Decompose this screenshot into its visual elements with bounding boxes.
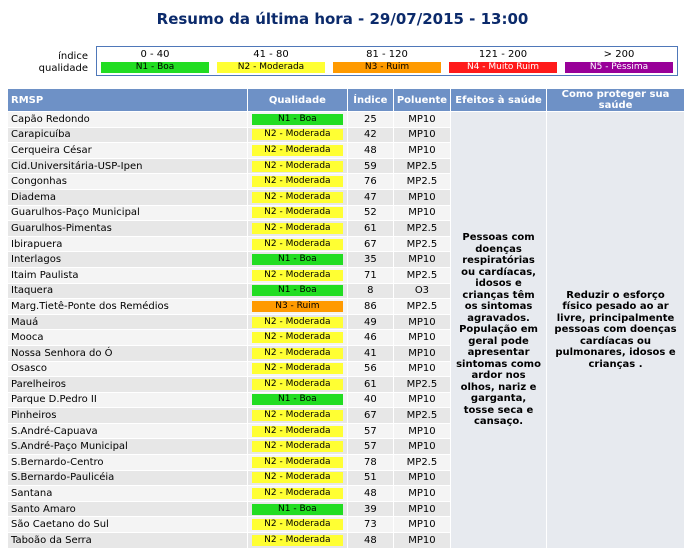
quality-cell [247,189,347,205]
quality-badge: N2 - Moderada [252,348,343,359]
column-header-qualidade: Qualidade [247,89,347,112]
quality-cell [247,345,347,361]
pollutant-value: MP10 [393,345,450,361]
quality-badge: N2 - Moderada [252,472,343,483]
station-name: S.Bernardo-Paulicéia [8,470,248,486]
quality-badge: N2 - Moderada [252,332,343,343]
legend-chip: N3 - Ruim [333,62,441,73]
table-body [8,112,685,549]
station-name: Itaim Paulista [8,267,248,283]
quality-cell [247,174,347,190]
legend-item-n1 [97,47,213,75]
pollutant-value: MP2.5 [393,299,450,315]
legend-chip: N4 - Muito Ruim [449,62,557,73]
quality-badge: N2 - Moderada [252,519,343,530]
legend-item-n2 [213,47,329,75]
quality-cell [247,377,347,393]
index-value: 40 [347,392,393,408]
quality-cell [247,314,347,330]
pollutant-value: MP10 [393,392,450,408]
station-name: S.Bernardo-Centro [8,455,248,471]
quality-badge: N2 - Moderada [252,223,343,234]
index-value: 46 [347,330,393,346]
pollutant-value: MP10 [393,533,450,549]
quality-badge: N3 - Ruim [252,301,343,312]
station-name: Parque D.Pedro II [8,392,248,408]
quality-cell [247,455,347,471]
station-name: Osasco [8,361,248,377]
quality-cell [247,470,347,486]
quality-cell [247,112,347,128]
quality-cell [247,299,347,315]
station-name: S.André-Paço Municipal [8,439,248,455]
station-name: Capão Redondo [8,112,248,128]
pollutant-value: MP10 [393,205,450,221]
pollutant-value: MP10 [393,486,450,502]
pollutant-value: MP10 [393,252,450,268]
station-name: Itaquera [8,283,248,299]
air-quality-table [7,88,685,549]
index-value: 49 [347,314,393,330]
index-value: 41 [347,345,393,361]
pollutant-value: MP10 [393,314,450,330]
quality-cell [247,143,347,159]
index-value: 39 [347,501,393,517]
pollutant-value: MP2.5 [393,455,450,471]
quality-badge: N2 - Moderada [252,535,343,546]
station-name: Guarulhos-Pimentas [8,221,248,237]
quality-badge: N1 - Boa [252,285,343,296]
index-value: 73 [347,517,393,533]
station-name: Diadema [8,189,248,205]
index-value: 42 [347,127,393,143]
pollutant-value: MP10 [393,330,450,346]
pollutant-value: MP2.5 [393,174,450,190]
pollutant-value: MP10 [393,501,450,517]
station-name: Cerqueira César [8,143,248,159]
pollutant-value: MP10 [393,470,450,486]
index-value: 48 [347,486,393,502]
pollutant-value: O3 [393,283,450,299]
pollutant-value: MP10 [393,361,450,377]
pollutant-value: MP2.5 [393,236,450,252]
legend-chip: N2 - Moderada [217,62,325,73]
station-name: Santo Amaro [8,501,248,517]
index-value: 86 [347,299,393,315]
legend-label: índice qualidade [38,51,88,74]
index-value: 76 [347,174,393,190]
quality-badge: N2 - Moderada [252,129,343,140]
pollutant-value: MP10 [393,517,450,533]
quality-badge: N2 - Moderada [252,426,343,437]
quality-legend [96,46,678,76]
index-value: 59 [347,158,393,174]
quality-cell [247,392,347,408]
legend-range: > 200 [603,49,635,60]
legend-item-n3 [329,47,445,75]
legend-item-n4 [445,47,561,75]
index-value: 57 [347,423,393,439]
index-value: 78 [347,455,393,471]
quality-badge: N2 - Moderada [252,145,343,156]
station-name: Guarulhos-Paço Municipal [8,205,248,221]
legend-range: 0 - 40 [140,49,170,60]
quality-badge: N2 - Moderada [252,161,343,172]
index-value: 8 [347,283,393,299]
legend-chip: N5 - Péssima [565,62,673,73]
station-name: Mooca [8,330,248,346]
station-name: Santana [8,486,248,502]
index-value: 51 [347,470,393,486]
quality-badge: N2 - Moderada [252,207,343,218]
page-title: Resumo da última hora - 29/07/2015 - 13:00 [156,10,529,28]
column-header-efeitos: Efeitos à saúde [451,89,547,112]
index-value: 56 [347,361,393,377]
index-value: 25 [347,112,393,128]
quality-cell [247,205,347,221]
quality-cell [247,127,347,143]
index-value: 61 [347,377,393,393]
quality-badge: N1 - Boa [252,254,343,265]
pollutant-value: MP10 [393,112,450,128]
column-header-rmsp: RMSP [8,89,248,112]
quality-badge: N2 - Moderada [252,379,343,390]
column-header-indice: Índice [347,89,393,112]
quality-badge: N2 - Moderada [252,192,343,203]
station-name: Taboão da Serra [8,533,248,549]
quality-badge: N2 - Moderada [252,317,343,328]
table-header-row [8,89,685,112]
index-value: 67 [347,236,393,252]
quality-cell [247,361,347,377]
station-name: Mauá [8,314,248,330]
pollutant-value: MP2.5 [393,408,450,424]
station-name: Ibirapuera [8,236,248,252]
quality-badge: N1 - Boa [252,394,343,405]
quality-badge: N1 - Boa [252,114,343,125]
pollutant-value: MP2.5 [393,377,450,393]
legend-item-n5 [561,47,677,75]
quality-cell [247,158,347,174]
quality-cell [247,533,347,549]
quality-badge: N2 - Moderada [252,239,343,250]
quality-cell [247,517,347,533]
quality-cell [247,501,347,517]
quality-badge: N2 - Moderada [252,457,343,468]
pollutant-value: MP10 [393,423,450,439]
station-name: Parelheiros [8,377,248,393]
pollutant-value: MP2.5 [393,267,450,283]
index-value: 47 [347,189,393,205]
quality-cell [247,267,347,283]
quality-cell [247,330,347,346]
index-value: 61 [347,221,393,237]
legend-chip: N1 - Boa [101,62,209,73]
station-name: Nossa Senhora do Ó [8,345,248,361]
quality-badge: N1 - Boa [252,504,343,515]
quality-badge: N2 - Moderada [252,488,343,499]
index-value: 71 [347,267,393,283]
quality-badge: N2 - Moderada [252,363,343,374]
index-value: 48 [347,143,393,159]
station-name: Interlagos [8,252,248,268]
legend-range: 41 - 80 [253,49,289,60]
quality-cell [247,423,347,439]
quality-badge: N2 - Moderada [252,410,343,421]
quality-badge: N2 - Moderada [252,270,343,281]
quality-badge: N2 - Moderada [252,176,343,187]
health-protection-text: Reduzir o esforço físico pesado ao ar livre, principalmente pessoas com doenças cardíacas ou pulmonares, idosos e crianças . [547,112,685,549]
quality-badge: N2 - Moderada [252,441,343,452]
station-name: Marg.Tietê-Ponte dos Remédios [8,299,248,315]
pollutant-value: MP10 [393,439,450,455]
station-name: São Caetano do Sul [8,517,248,533]
index-value: 67 [347,408,393,424]
quality-cell [247,221,347,237]
pollutant-value: MP10 [393,143,450,159]
legend-range: 81 - 120 [366,49,408,60]
station-name: S.André-Capuava [8,423,248,439]
column-header-proteger: Como proteger sua saúde [547,89,685,112]
health-effects-text: Pessoas com doenças respiratórias ou cardíacas, idosos e crianças têm os sintomas agravados. População em geral pode apresentar sintomas como ardor nos olhos, nariz e garganta, tosse seca e cansaço. [451,112,547,549]
pollutant-value: MP2.5 [393,158,450,174]
quality-cell [247,439,347,455]
quality-cell [247,252,347,268]
quality-cell [247,283,347,299]
table-row [8,112,685,128]
pollutant-value: MP2.5 [393,221,450,237]
index-value: 57 [347,439,393,455]
station-name: Congonhas [8,174,248,190]
quality-cell [247,408,347,424]
index-value: 52 [347,205,393,221]
station-name: Pinheiros [8,408,248,424]
station-name: Cid.Universitária-USP-Ipen [8,158,248,174]
quality-cell [247,236,347,252]
station-name: Carapicuíba [8,127,248,143]
index-value: 48 [347,533,393,549]
pollutant-value: MP10 [393,189,450,205]
column-header-poluente: Poluente [393,89,450,112]
legend-range: 121 - 200 [478,49,528,60]
index-value: 35 [347,252,393,268]
pollutant-value: MP10 [393,127,450,143]
quality-cell [247,486,347,502]
